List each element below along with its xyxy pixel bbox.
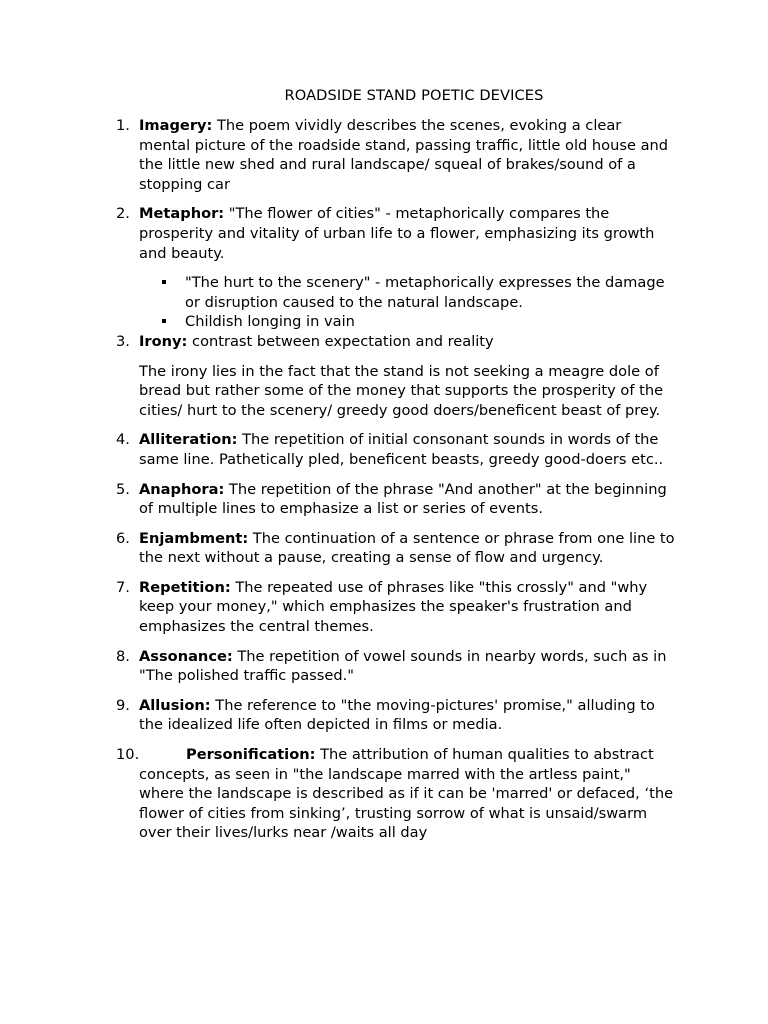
list-item-allusion — [116, 696, 676, 735]
bullet-text: "The hurt to the scenery" - metaphorically expresses the damage or disruption caused to the natural landscape. — [185, 274, 665, 311]
device-term: Repetition: — [139, 578, 231, 596]
device-description: The repeated use of phrases like "this crossly" and "why keep your money," which emphasizes the speaker's frustration and emphasizes the central themes. — [139, 578, 648, 636]
list-item-enjambment — [116, 529, 676, 568]
device-description: The repetition of the phrase "And another" at the beginning of multiple lines to emphasize a list or series of events. — [139, 480, 667, 518]
device-term: Anaphora: — [139, 480, 225, 498]
list-number: 3. — [116, 332, 130, 350]
bullet-text: Childish longing in vain — [185, 313, 355, 331]
irony-paragraph: The irony lies in the fact that the stand is not seeking a meagre dole of bread but rather some of the money that supports the prosperity of the cities/ hurt to the scenery/ greedy good doers/beneficent beast of prey. — [139, 362, 664, 419]
list-item-irony — [116, 332, 676, 420]
list-item-assonance — [116, 647, 676, 686]
list-number: 2. — [116, 205, 130, 223]
list-number: 5. — [116, 480, 130, 498]
device-term: Imagery: — [139, 117, 213, 134]
device-description: contrast between expectation and reality — [187, 332, 494, 350]
bullet-item — [162, 273, 676, 312]
device-description: The continuation of a sentence or phrase from one line to the next without a pause, creating a sense of flow and urgency. — [139, 529, 675, 567]
bullet-square-icon — [162, 319, 166, 323]
list-item-metaphor — [116, 204, 676, 332]
device-term: Enjambment: — [139, 529, 249, 547]
list-number: 8. — [116, 647, 130, 665]
list-number: 9. — [116, 696, 130, 714]
device-description: The poem vividly describes the scenes, evoking a clear mental picture of the roadside stand, passing traffic, little old house and the little new shed and rural landscape/ squeal of brakes/sound of a stopping car — [139, 117, 669, 193]
device-description: The repetition of vowel sounds in nearby words, such as in "The polished traffic passed." — [139, 647, 667, 685]
device-term: Allusion: — [139, 696, 211, 714]
list-item-imagery — [116, 116, 676, 194]
list-number: 6. — [116, 529, 130, 547]
list-number: 4. — [116, 431, 130, 449]
list-item-repetition — [116, 578, 676, 637]
poetic-devices-list — [116, 116, 676, 853]
device-description: The repetition of initial consonant sounds in words of the same line. Pathetically pled, beneficent beasts, greedy good-doers etc.. — [139, 431, 664, 468]
device-term: Alliteration: — [139, 431, 238, 449]
bullet-item — [162, 312, 676, 332]
list-item-alliteration — [116, 430, 676, 469]
device-term: Assonance: — [139, 647, 233, 665]
list-number: 1. — [116, 117, 130, 134]
list-number: 7. — [116, 578, 130, 596]
bullet-square-icon — [162, 280, 166, 284]
list-item-anaphora — [116, 480, 676, 519]
list-item-personification — [116, 745, 676, 843]
document-title: ROADSIDE STAND POETIC DEVICES — [284, 87, 544, 104]
metaphor-bullet-list — [139, 273, 676, 332]
device-description: "The flower of cities" - metaphorically compares the prosperity and vitality of urban life to a flower, emphasizing its growth and beauty. — [139, 205, 655, 262]
device-description: The attribution of human qualities to abstract concepts, as seen in "the landscape marred with the artless paint," where the landscape is described as if it can be 'marred' or defaced, ‘the flower of cities from sinking’, trusting sorrow of what is unsaid/swarm over their lives/lurks near /waits all day — [139, 746, 674, 842]
device-description: The reference to "the moving-pictures' promise," alluding to the idealized life often depicted in films or media. — [139, 696, 655, 734]
device-term: Metaphor: — [139, 205, 225, 223]
device-term: Irony: — [139, 332, 188, 350]
list-number: 10. — [116, 746, 140, 764]
device-term: Personification: — [186, 746, 316, 764]
